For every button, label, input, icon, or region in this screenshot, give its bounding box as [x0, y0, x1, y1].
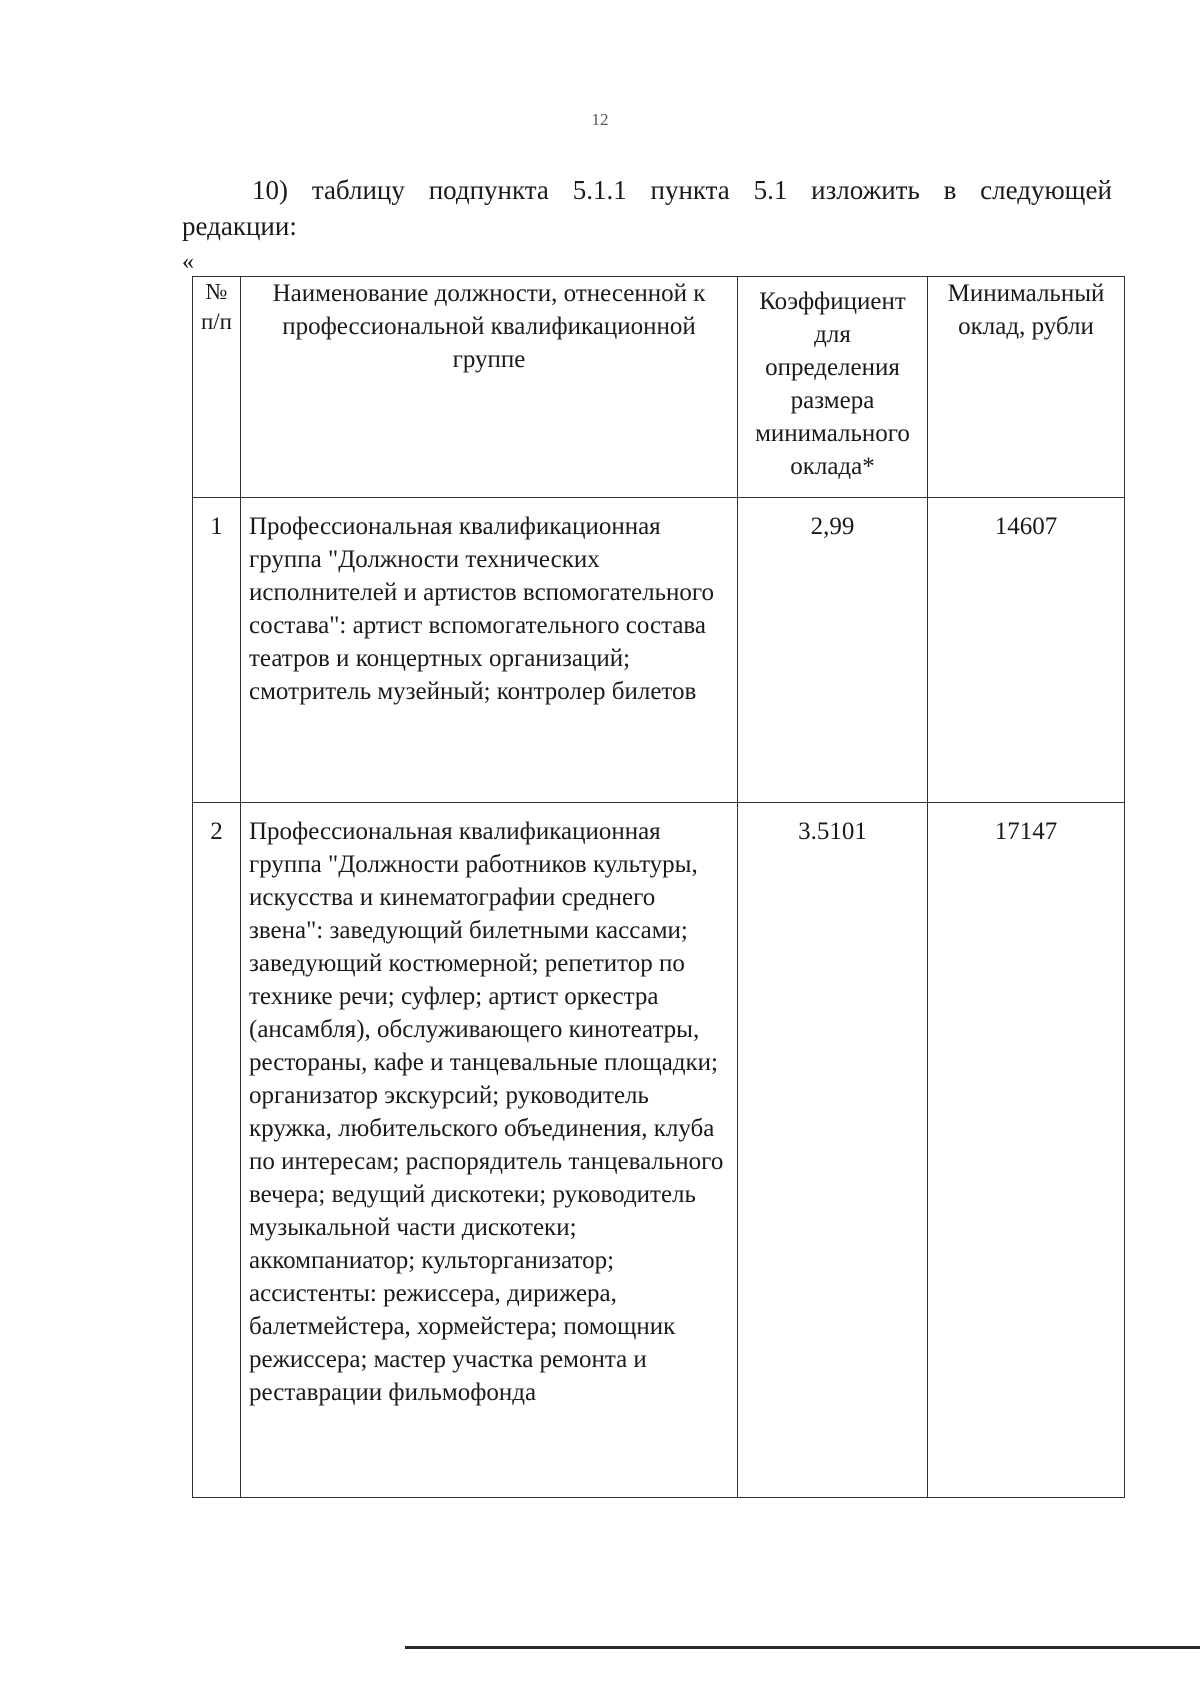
table-header-row — [193, 277, 1125, 498]
header-salary-line: оклад, рубли — [958, 313, 1094, 340]
header-number-line: № — [205, 279, 228, 304]
header-number — [193, 277, 241, 498]
row-position-name: Профессиональная квалификационная группа "Должности технических исполнителей и артистов вспомогательного состава": артист вспомогательного состава театров и концертных организаций; смотритель музейный; контролер билетов — [241, 498, 738, 803]
row-number: 2 — [193, 803, 241, 1498]
header-coefficient-line: для — [814, 321, 851, 348]
header-salary-line: Минимальный — [947, 280, 1105, 307]
table-row — [193, 803, 1125, 1498]
header-min-salary — [928, 277, 1125, 498]
header-coefficient-line: оклада* — [790, 453, 875, 480]
row-number: 1 — [193, 498, 241, 803]
intro-word: таблицу — [311, 175, 405, 205]
intro-word: в — [943, 175, 957, 205]
bottom-rule — [405, 1646, 1200, 1649]
header-coefficient-line: Коэффициент — [759, 288, 906, 315]
salary-table — [192, 276, 1125, 1498]
intro-paragraph — [182, 172, 1112, 244]
intro-word: 5.1 — [753, 175, 788, 205]
header-position-name: Наименование должности, отнесенной к профессиональной квалификационной группе — [241, 277, 738, 498]
intro-word: подпункта — [428, 175, 549, 205]
header-coefficient-line: минимального — [755, 420, 910, 447]
header-coefficient — [738, 277, 928, 498]
page-number: 12 — [591, 110, 609, 129]
row-position-name: Профессиональная квалификационная группа "Должности работников культуры, искусства и кинематографии среднего звена": заведующий билетными кассами; заведующий костюмерной; репетитор по технике речи; суфлер; артист оркестра (ансамбля), обслуживающего кинотеатры, рестораны, кафе и танцевальные площадки; организатор экскурсий; руководитель кружка, любительского объединения, клуба по интересам; распорядитель танцевального вечера; ведущий дискотеки; руководитель музыкальной части дискотеки; аккомпаниатор; культорганизатор; ассистенты: режиссера, дирижера, балетмейстера, хормейстера; помощник режиссера; мастер участка ремонта и реставрации фильмофонда — [241, 803, 738, 1498]
intro-line-2: редакции: — [182, 211, 297, 241]
row-coefficient: 2,99 — [738, 498, 928, 803]
intro-word: 5.1.1 — [572, 175, 627, 205]
table-row — [193, 498, 1125, 803]
intro-word: изложить — [811, 175, 920, 205]
row-min-salary: 14607 — [928, 498, 1125, 803]
row-min-salary: 17147 — [928, 803, 1125, 1498]
header-coefficient-line: определения — [765, 354, 900, 381]
opening-quote: « — [182, 249, 194, 275]
row-coefficient: 3.5101 — [738, 803, 928, 1498]
intro-word: 10) — [252, 175, 288, 205]
header-number-line: п/п — [200, 309, 232, 334]
intro-word: пункта — [650, 175, 730, 205]
intro-line-1 — [182, 172, 1112, 208]
header-coefficient-line: размера — [790, 387, 875, 414]
intro-word: следующей — [980, 175, 1112, 205]
